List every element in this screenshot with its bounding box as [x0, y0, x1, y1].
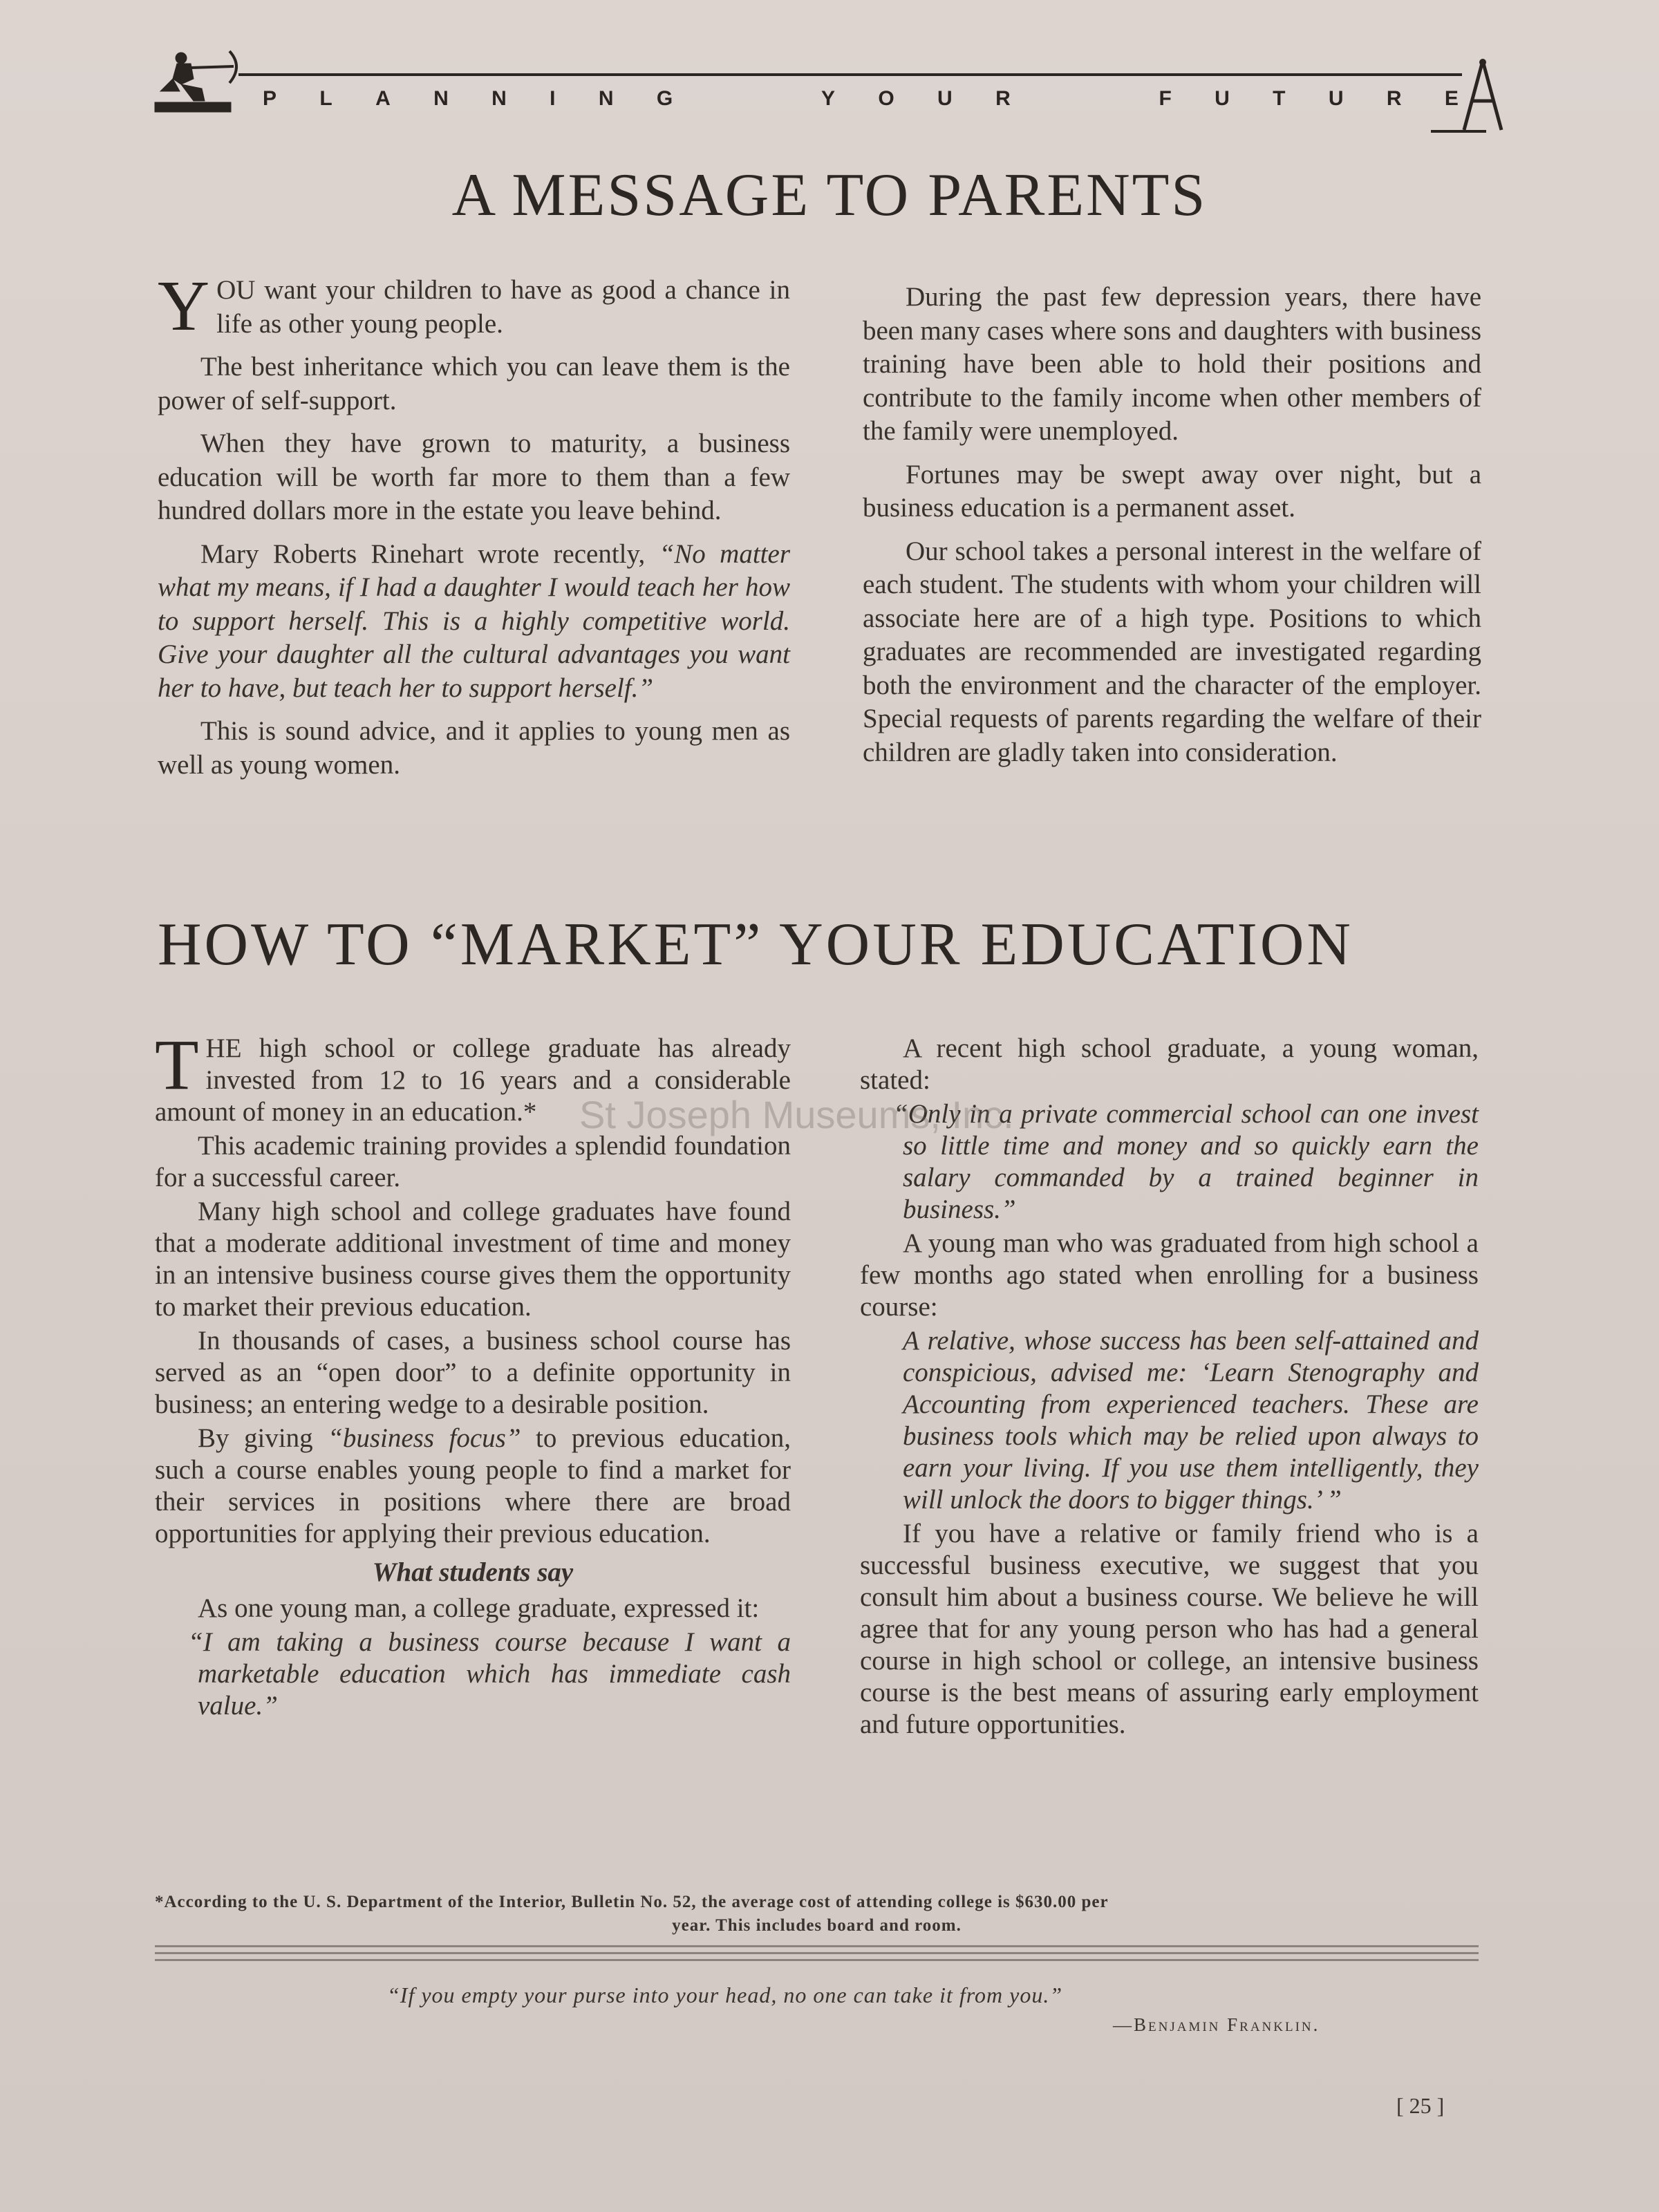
paragraph: As one young man, a college graduate, expressed it:: [198, 1593, 760, 1623]
head-letter: U: [1328, 87, 1344, 110]
watermark: St Joseph Museums, Inc.: [579, 1093, 1014, 1136]
drop-cap: Y: [158, 266, 210, 346]
paragraph: During the past few depression years, there have been many cases where sons and daughters with business training have been able to hold their positions and contribute to the family income when other members of the family were unemployed.: [863, 282, 1481, 446]
running-head-rule: [238, 73, 1462, 76]
paragraph: If you have a relative or family friend who is a successful business executive, we suggest that you consult him about a business course. We believe he will agree that for any young person who has had a general course in high school or college, an intensive business course is the best means of assuring early employment and future opportunities.: [860, 1519, 1479, 1739]
head-letter: U: [937, 87, 953, 110]
drop-cap: T: [155, 1025, 199, 1105]
paragraph: In thousands of cases, a business school course has served as an “open door” to a definite opportunity in business; an entering wedge to a desirable position.: [155, 1326, 791, 1419]
head-letter: R: [995, 87, 1011, 110]
paragraph: The best inheritance which you can leave them is the power of self-support.: [158, 352, 790, 415]
parents-left-column: [158, 266, 790, 791]
paragraph: Many high school and college graduates have found that a moderate additional investment of time and money in an intensive business course gives them the opportunity to market their previous education.: [155, 1197, 791, 1322]
drafting-compass-icon: [1459, 58, 1507, 135]
subheading: What students say: [372, 1557, 574, 1587]
head-letter: U: [1215, 87, 1230, 110]
paragraph: A young man who was graduated from high school a few months ago stated when enrolling for a business course:: [860, 1228, 1479, 1322]
market-right-column: [860, 1033, 1479, 1743]
franklin-attribution: —Benjamin Franklin.: [1113, 2014, 1320, 2035]
paragraph: Our school takes a personal interest in the welfare of each student. The students with whom your children will associate here are of a high type. Positions to which graduates are recommended are investigated regarding both the environment and the character of the employer. Special requests of parents regarding the welfare of their children are gladly taken into consideration.: [863, 536, 1481, 767]
head-letter: P: [263, 87, 277, 110]
divider-rules: [155, 1945, 1479, 1966]
head-letter: G: [656, 87, 673, 110]
head-letter: R: [1386, 87, 1402, 110]
paragraph: Mary Roberts Rinehart wrote recently, “No matter what my means, if I had a daughter I would teach her how to support herself. This is a highly competitive world. Give your daughter all the cultural advantages you want her to have, but teach her to support herself.”: [158, 538, 790, 703]
paragraph: Fortunes may be swept away over night, but a business education is a permanent asset.: [863, 459, 1481, 523]
student-quote: “Only in a private commercial school can one invest so little time and money and so quickly earn the salary commanded by a trained beginner in business.”: [893, 1099, 1479, 1224]
running-head-title: [263, 87, 1459, 111]
section-title-market: HOW TO “MARKET” YOUR EDUCATION: [158, 911, 1353, 978]
head-letter: Y: [821, 87, 835, 110]
paragraph: This is sound advice, and it applies to young men as well as young women.: [158, 716, 790, 780]
head-letter: A: [375, 87, 391, 110]
archer-emblem-icon: [152, 48, 249, 118]
franklin-quote: “If you empty your purse into your head, no one can take it from you.”: [387, 1983, 1063, 2007]
paragraph: By giving “business focus” to previous education, such a course enables young people to find a market for their services in positions where there are broad opportunities for applying their previous education.: [155, 1423, 791, 1548]
head-letter: N: [598, 87, 614, 110]
head-letter: N: [433, 87, 449, 110]
paragraph: YOU want your children to have as good a chance in life as other young people.: [158, 266, 790, 346]
head-letter: N: [491, 87, 507, 110]
head-letter: T: [1273, 87, 1286, 110]
page-number: [ 25 ]: [1396, 2093, 1445, 2118]
paragraph: When they have grown to maturity, a business education will be worth far more to them than a few hundred dollars more in the estate you leave behind.: [158, 429, 790, 525]
rinehart-quote: “No matter what my means, if I had a daughter I would teach her how to support herself. This is a highly competitive world. Give your daughter all the cultural advantages you want her to have, but teach her to support herself.”: [158, 538, 790, 703]
paragraph: THE high school or college graduate has already invested from 12 to 16 years and a considerable amount of money in an education.*: [155, 1025, 791, 1127]
paragraph: This academic training provides a splendid foundation for a successful career.: [155, 1131, 791, 1192]
head-letter: L: [319, 87, 332, 110]
student-quote: A relative, whose success has been self-attained and conspicious, advised me: ‘Learn Stenography and Accounting from experienced teachers. These are business tools which may be relied upon always to earn your living. If you use them intelligently, they will unlock the doors to bigger things.’ ”: [903, 1326, 1479, 1515]
paragraph: A recent high school graduate, a young woman, stated:: [860, 1033, 1479, 1095]
running-head: [152, 48, 1507, 145]
head-letter: I: [550, 87, 556, 110]
head-letter: F: [1159, 87, 1172, 110]
head-letter: O: [878, 87, 894, 110]
student-quote: “I am taking a business course because I want a marketable education which has immediate cash value.”: [188, 1627, 791, 1721]
footnote: *According to the U. S. Department of the Interior, Bulletin No. 52, the average cost of attending college is $630.00 per year. This includes board and room.: [155, 1893, 1109, 1935]
parents-right-column: [863, 281, 1481, 779]
section-title-parents: A MESSAGE TO PARENTS: [451, 162, 1208, 229]
head-letter: E: [1444, 87, 1459, 110]
